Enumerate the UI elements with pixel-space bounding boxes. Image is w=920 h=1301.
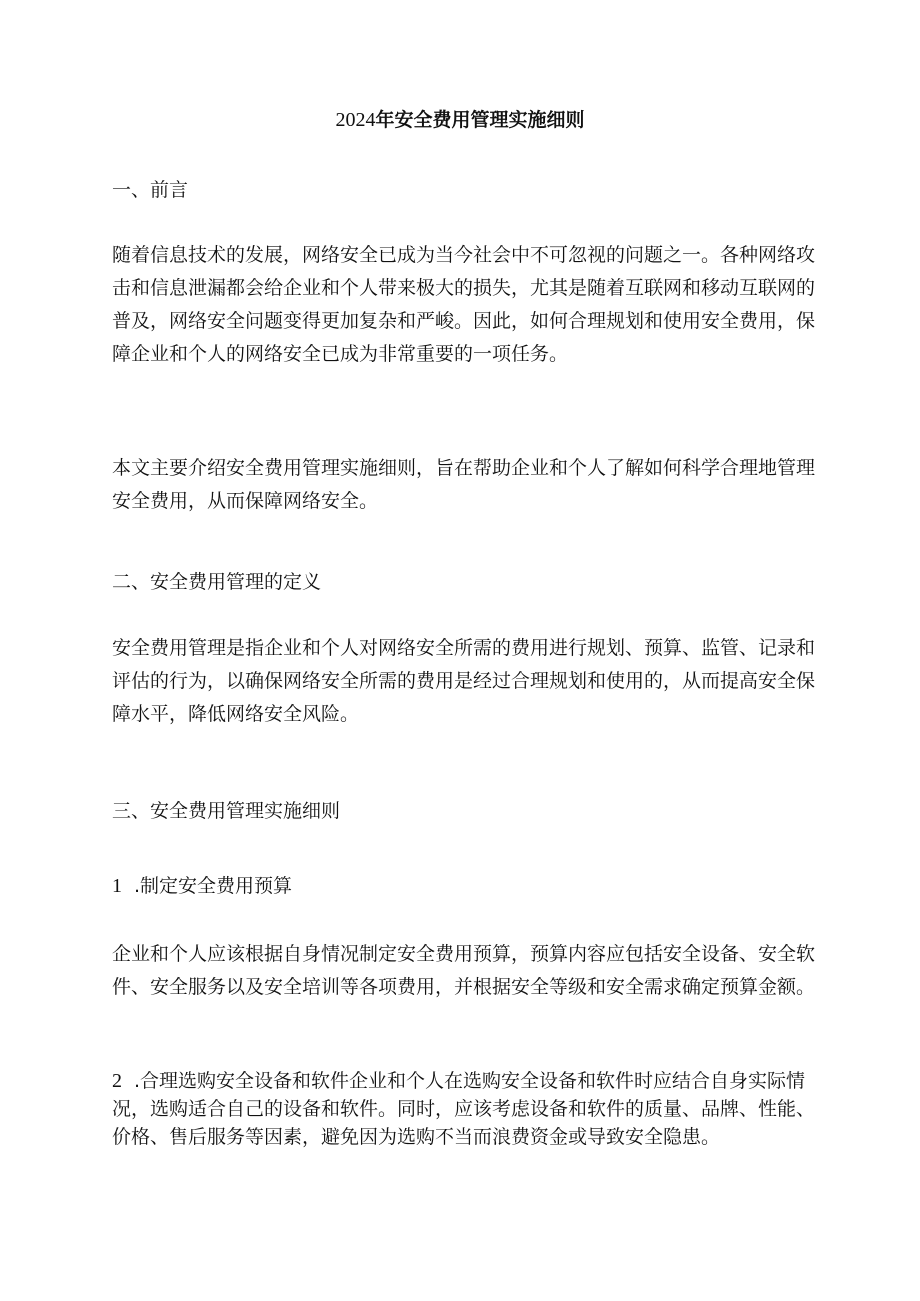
rule-item-1-paragraph: 企业和个人应该根据自身情况制定安全费用预算，预算内容应包括安全设备、安全软件、安全服务以及安全培训等各项费用，并根据安全等级和安全需求确定预算金额。 <box>112 943 816 998</box>
rule-item-1-title: .制定安全费用预算 <box>134 875 293 897</box>
definition-paragraph: 安全费用管理是指企业和个人对网络安全所需的费用进行规划、预算、监管、记录和评估的行为，以确保网络安全所需的费用是经过合理规划和使用的，从而提高安全保障水平，降低网络安全风险。 <box>112 637 816 725</box>
section-heading-definition: 二、安全费用管理的定义 <box>112 571 322 593</box>
rule-item-1-number: 1 <box>112 875 122 897</box>
title-text: 年安全费用管理实施细则 <box>375 109 585 131</box>
rule-item-2-title: .合理选购安全设备和软件 <box>134 1070 350 1092</box>
rule-item-2-body: 企业和个人在选购安全设备和软件时应结合自身实际情况，选购适合自己的设备和软件。同时，应该考虑设备和软件的质量、品牌、性能、价格、售后服务等因素，避免因为选购不当而浪费资金或导致安全隐患。 <box>112 1070 816 1148</box>
document-title <box>0 106 920 134</box>
rule-item-2-paragraph <box>112 1067 824 1151</box>
title-year: 2024 <box>335 109 376 131</box>
rule-item-1-heading <box>112 870 824 903</box>
section-heading-rules: 三、安全费用管理实施细则 <box>112 800 341 822</box>
section-heading-preface: 一、前言 <box>112 179 189 201</box>
intro-paragraph-1: 随着信息技术的发展，网络安全已成为当今社会中不可忽视的问题之一。各种网络攻击和信息泄漏都会给企业和个人带来极大的损失，尤其是随着互联网和移动互联网的普及，网络安全问题变得更加复杂和严峻。因此，如何合理规划和使用安全费用，保障企业和个人的网络安全已成为非常重要的一项任务。 <box>112 244 816 365</box>
intro-paragraph-2: 本文主要介绍安全费用管理实施细则，旨在帮助企业和个人了解如何科学合理地管理安全费用，从而保障网络安全。 <box>112 457 816 512</box>
rule-item-2-number: 2 <box>112 1070 122 1092</box>
